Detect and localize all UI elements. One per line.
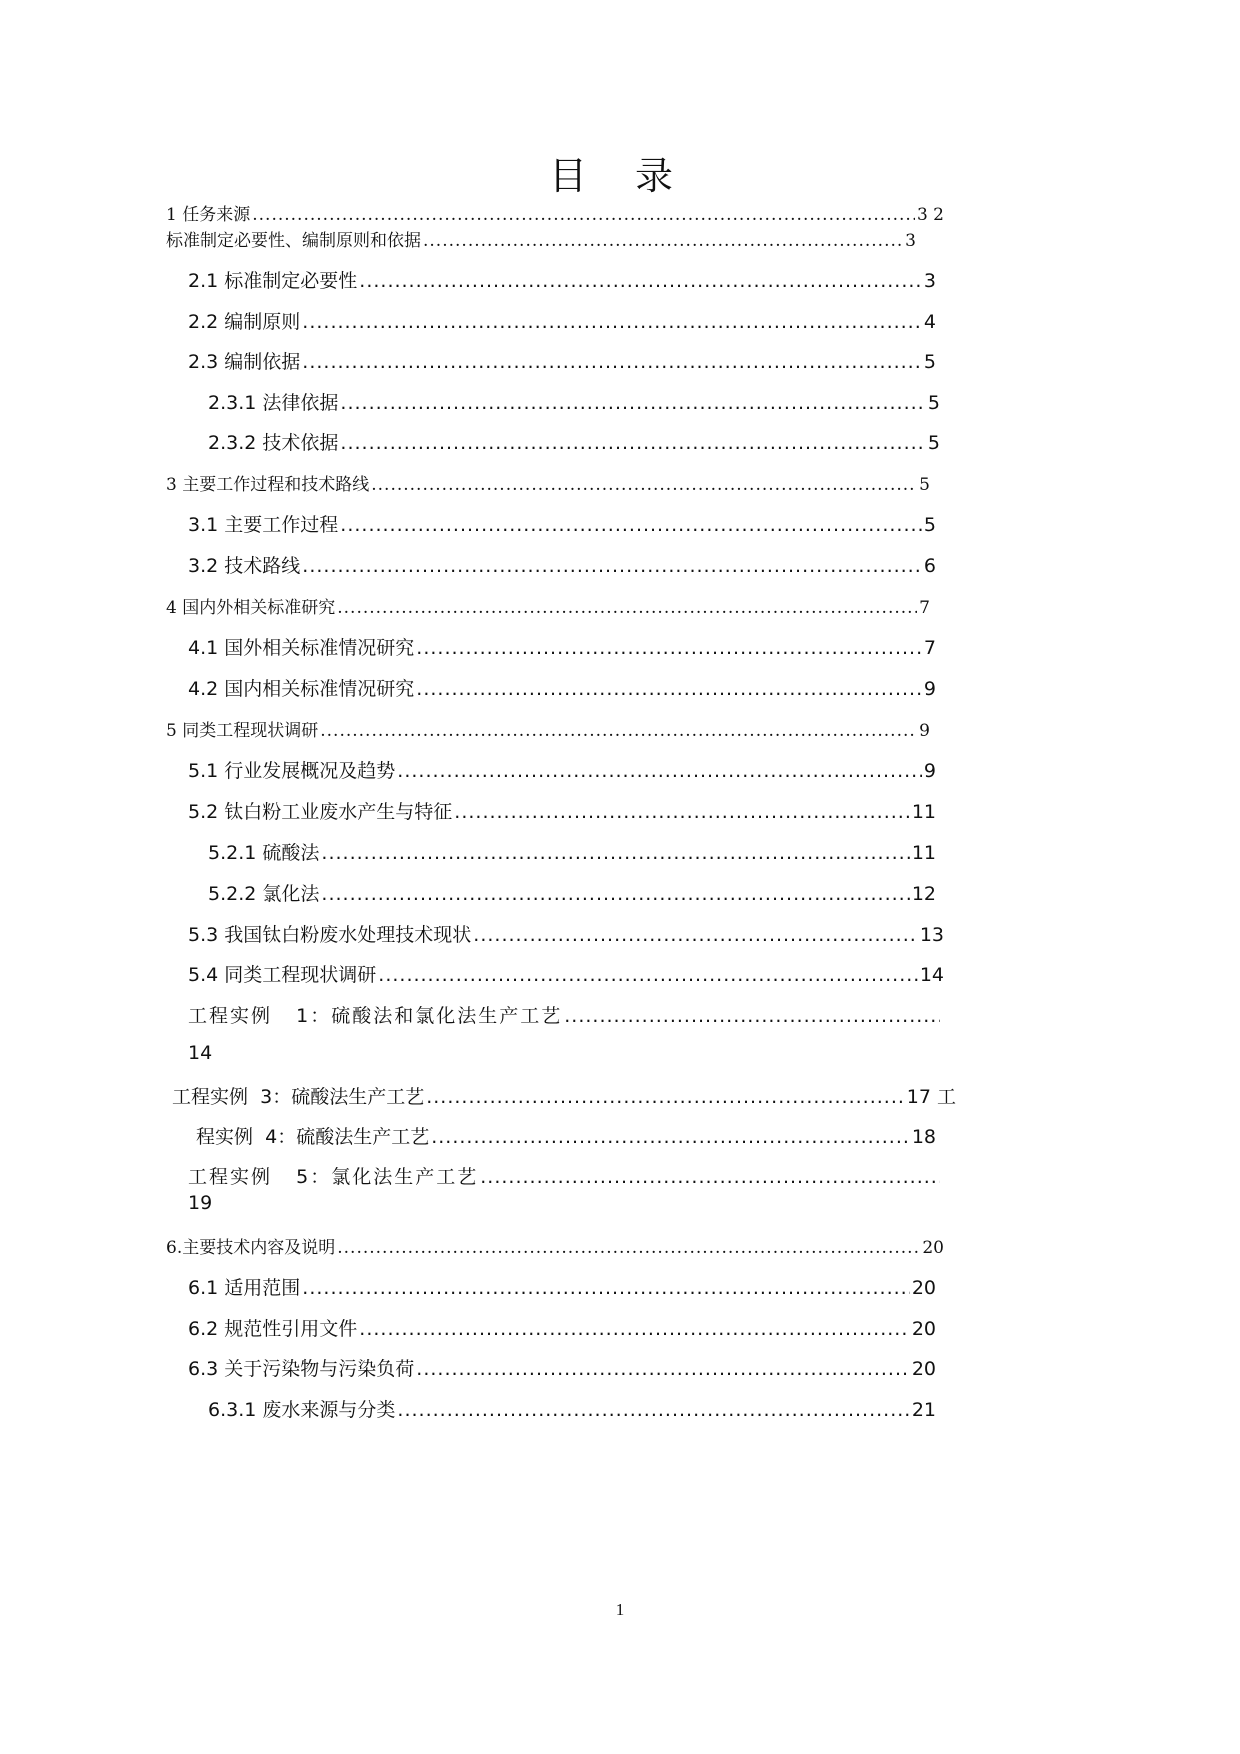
leader-dots xyxy=(302,351,922,373)
toc-entry-number: 2.3.1 xyxy=(208,392,257,414)
leader-dots xyxy=(302,555,922,577)
toc-entry-label: 主要工作过程 xyxy=(224,514,339,536)
toc-entry-number: 2 xyxy=(933,205,944,225)
toc-entry-4-1[interactable] xyxy=(188,633,936,660)
toc-entry-6-3-1[interactable] xyxy=(208,1395,936,1422)
toc-entry-number: 4： xyxy=(265,1126,297,1148)
leader-dots xyxy=(340,392,925,414)
toc-entry-number: 5： xyxy=(296,1166,332,1188)
toc-entry-label: 主要技术内容及说明 xyxy=(182,1238,336,1258)
toc-entry-desc: 硫酸法生产工艺 xyxy=(291,1086,425,1108)
toc-entry-label: 国内外相关标准研究 xyxy=(182,598,336,618)
leader-dots xyxy=(359,1318,910,1340)
toc-entry-label: 行业发展概况及趋势 xyxy=(224,760,396,782)
toc-entry-number: 1 xyxy=(166,205,177,225)
toc-entry-page: 21 xyxy=(911,1399,936,1421)
toc-entry-5-2-2[interactable] xyxy=(208,879,936,906)
toc-example-4[interactable] xyxy=(196,1122,936,1149)
toc-entry-number: 6. xyxy=(166,1238,183,1258)
toc-example-3[interactable] xyxy=(172,1082,956,1109)
toc-entry-number: 2.2 xyxy=(188,311,219,333)
toc-entry-desc: 氯化法生产工艺 xyxy=(331,1166,479,1188)
toc-entry-page: 9 xyxy=(923,760,936,782)
toc-entry-3-2[interactable] xyxy=(188,551,936,578)
leader-dots xyxy=(320,721,917,741)
toc-entry-page: 5 xyxy=(923,351,936,373)
toc-entry-page: 20 xyxy=(911,1318,936,1340)
toc-entry-label: 主要工作过程和技术路线 xyxy=(182,475,370,495)
toc-entry-number: 1： xyxy=(296,1005,332,1027)
toc-entry-label: 适用范围 xyxy=(224,1277,301,1299)
toc-entry-page: 5 xyxy=(927,432,940,454)
toc-entry-page: 3 xyxy=(905,231,916,251)
toc-entry-label: 标准制定必要性、编制原则和依据 xyxy=(166,231,421,251)
toc-entry-page: 7 xyxy=(923,637,936,659)
toc-example-5[interactable] xyxy=(188,1162,942,1189)
toc-entry-label: 编制依据 xyxy=(224,351,301,373)
toc-entry-number: 5.4 xyxy=(188,964,219,986)
leader-dots xyxy=(423,231,903,251)
toc-entry-label: 工程实例 xyxy=(172,1086,249,1108)
toc-entry-5[interactable] xyxy=(166,716,930,741)
toc-entry-number: 6.1 xyxy=(188,1277,219,1299)
toc-entry-3[interactable] xyxy=(166,470,930,495)
toc-entry-2-2[interactable] xyxy=(188,307,936,334)
leader-dots xyxy=(397,760,922,782)
toc-entry-number: 4.1 xyxy=(188,637,219,659)
leader-dots xyxy=(321,883,909,905)
toc-entry-label: 工程实例 xyxy=(188,1166,273,1188)
leader-dots xyxy=(321,842,909,864)
leader-dots xyxy=(302,311,922,333)
toc-entry-5-1[interactable] xyxy=(188,756,936,783)
leader-dots xyxy=(416,637,922,659)
toc-entry-page: 3 xyxy=(923,270,936,292)
toc-entry-label: 工 xyxy=(936,1086,956,1108)
leader-dots xyxy=(371,475,917,495)
toc-entry-number: 6.3.1 xyxy=(208,1399,257,1421)
toc-entry-number: 3 xyxy=(166,475,177,495)
toc-title: 目 录 xyxy=(548,154,692,198)
toc-entry-page: 20 xyxy=(911,1277,936,1299)
toc-entry-page: 5 xyxy=(927,392,940,414)
toc-entry-label: 法律依据 xyxy=(262,392,339,414)
toc-entry-number: 2.3.2 xyxy=(208,432,257,454)
leader-dots xyxy=(416,678,922,700)
toc-entry-number: 3.1 xyxy=(188,514,219,536)
toc-entry-1[interactable] xyxy=(166,200,944,225)
toc-entry-label: 同类工程现状调研 xyxy=(182,721,319,741)
toc-entry-desc: 硫酸法和氯化法生产工艺 xyxy=(331,1005,563,1027)
toc-entry-3-1[interactable] xyxy=(188,510,936,537)
toc-entry-page: 12 xyxy=(911,883,936,905)
toc-entry-6-1[interactable] xyxy=(188,1273,936,1300)
toc-entry-2-3-2[interactable] xyxy=(208,428,940,455)
toc-entry-label: 钛白粉工业废水产生与特征 xyxy=(224,801,453,823)
toc-entry-label: 废水来源与分类 xyxy=(262,1399,396,1421)
toc-entry-label: 技术路线 xyxy=(224,555,301,577)
toc-entry-label: 硫酸法 xyxy=(262,842,320,864)
toc-entry-label: 编制原则 xyxy=(224,311,301,333)
leader-dots xyxy=(340,514,922,536)
toc-entry-number: 6.3 xyxy=(188,1358,219,1380)
toc-entry-number: 5.2.1 xyxy=(208,842,257,864)
leader-dots xyxy=(378,964,918,986)
toc-entry-label: 程实例 xyxy=(196,1126,254,1148)
toc-entry-page: 7 xyxy=(919,598,930,618)
toc-entry-5-3[interactable] xyxy=(188,920,944,947)
toc-entry-number: 5.3 xyxy=(188,924,219,946)
leader-dots xyxy=(252,205,915,225)
toc-entry-label: 任务来源 xyxy=(182,205,251,225)
toc-entry-page: 18 xyxy=(911,1126,936,1148)
leader-dots xyxy=(359,270,922,292)
toc-entry-page: 11 xyxy=(911,801,936,823)
toc-entry-6-3[interactable] xyxy=(188,1354,936,1381)
toc-entry-label: 我国钛白粉废水处理技术现状 xyxy=(224,924,472,946)
toc-entry-number: 5.2.2 xyxy=(208,883,257,905)
toc-entry-number: 2.3 xyxy=(188,351,219,373)
toc-entry-number: 4 xyxy=(166,598,177,618)
toc-entry-page: 9 xyxy=(919,721,930,741)
page-number: 1 xyxy=(615,1600,625,1619)
leader-dots xyxy=(340,432,925,454)
toc-entry-page: 13 xyxy=(919,924,944,946)
toc-entry-6-2[interactable] xyxy=(188,1314,936,1341)
toc-entry-page: 14 xyxy=(188,1042,213,1064)
toc-entry-label: 技术依据 xyxy=(262,432,339,454)
toc-entry-page: 20 xyxy=(911,1358,936,1380)
toc-entry-5-4[interactable] xyxy=(188,960,944,987)
toc-entry-page: 11 xyxy=(911,842,936,864)
leader-dots xyxy=(454,801,910,823)
toc-entry-label: 同类工程现状调研 xyxy=(224,964,377,986)
toc-entry-page: 6 xyxy=(923,555,936,577)
toc-example-1[interactable] xyxy=(188,1001,942,1028)
toc-entry-label: 国外相关标准情况研究 xyxy=(224,637,415,659)
toc-entry-4[interactable] xyxy=(166,593,930,618)
toc-entry-number: 5.1 xyxy=(188,760,219,782)
toc-entry-label: 规范性引用文件 xyxy=(224,1318,358,1340)
toc-entry-page: 20 xyxy=(922,1238,944,1258)
toc-entry-page: 5 xyxy=(919,475,930,495)
toc-entry-4-2[interactable] xyxy=(188,674,936,701)
toc-entry-page: 17 xyxy=(906,1086,931,1108)
leader-dots xyxy=(302,1277,910,1299)
toc-entry-2-1[interactable] xyxy=(188,266,936,293)
toc-entry-2-3[interactable] xyxy=(188,347,936,374)
leader-dots xyxy=(416,1358,910,1380)
toc-entry-number: 6.2 xyxy=(188,1318,219,1340)
toc-entry-page: 3 xyxy=(916,205,928,225)
toc-entry-label: 关于污染物与污染负荷 xyxy=(224,1358,415,1380)
toc-entry-page: 14 xyxy=(919,964,944,986)
toc-entry-page: 19 xyxy=(188,1192,213,1214)
leader-dots xyxy=(473,924,918,946)
toc-entry-number: 5.2 xyxy=(188,801,219,823)
leader-dots xyxy=(431,1126,910,1148)
toc-entry-2[interactable] xyxy=(166,226,916,251)
toc-entry-5-2-1[interactable] xyxy=(208,838,936,865)
leader-dots xyxy=(337,1238,920,1258)
toc-entry-number: 4.2 xyxy=(188,678,219,700)
toc-entry-number: 3.2 xyxy=(188,555,219,577)
toc-entry-label: 国内相关标准情况研究 xyxy=(224,678,415,700)
leader-dots xyxy=(337,598,917,618)
toc-entry-page: 9 xyxy=(923,678,936,700)
toc-entry-5-2[interactable] xyxy=(188,797,936,824)
toc-entry-number: 3： xyxy=(260,1086,292,1108)
toc-entry-6[interactable] xyxy=(166,1233,944,1258)
toc-entry-label: 工程实例 xyxy=(188,1005,273,1027)
toc-entry-number: 5 xyxy=(166,721,177,741)
leader-dots xyxy=(397,1399,909,1421)
toc-entry-desc: 硫酸法生产工艺 xyxy=(296,1126,430,1148)
toc-entry-label: 标准制定必要性 xyxy=(224,270,358,292)
toc-entry-number: 2.1 xyxy=(188,270,219,292)
toc-entry-page: 5 xyxy=(923,514,936,536)
toc-entry-page: 4 xyxy=(923,311,936,333)
toc-entry-2-3-1[interactable] xyxy=(208,388,940,415)
toc-entry-label: 氯化法 xyxy=(262,883,320,905)
leader-dots xyxy=(426,1086,905,1108)
leader-dots xyxy=(564,1005,940,1027)
leader-dots xyxy=(480,1166,940,1188)
